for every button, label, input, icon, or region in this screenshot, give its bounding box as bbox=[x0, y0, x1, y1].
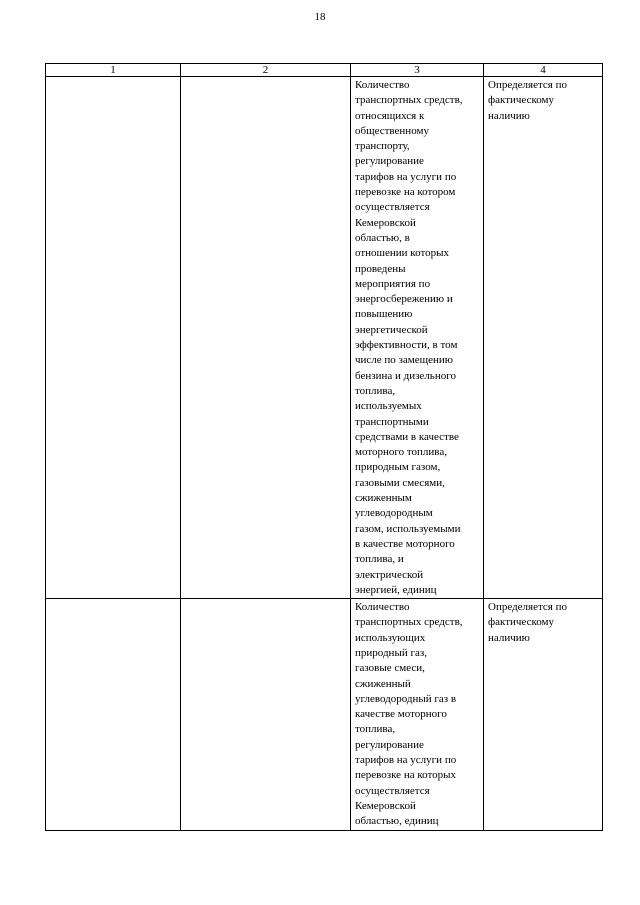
cell-line: электрической bbox=[355, 568, 424, 581]
cell-line: используемых bbox=[355, 400, 422, 413]
cell-line: топлива, и bbox=[355, 553, 404, 566]
cell-line: наличию bbox=[488, 109, 530, 122]
table-row bbox=[46, 599, 603, 830]
cell-line: общественному bbox=[355, 124, 429, 137]
indicator-table bbox=[45, 63, 603, 831]
cell-line: транспорту, bbox=[355, 140, 410, 153]
cell-line: газом, используемыми bbox=[355, 522, 461, 535]
column-header-1: 1 bbox=[46, 64, 181, 77]
cell-line: транспортных средств, bbox=[355, 616, 463, 629]
cell-line: повышению bbox=[355, 308, 413, 321]
column-header-2: 2 bbox=[181, 64, 351, 77]
cell-line: тарифов на услуги по bbox=[355, 754, 457, 767]
cell-line: Определяется по bbox=[488, 79, 567, 91]
cell-line: наличию bbox=[488, 631, 530, 644]
cell-line: эффективности, в том bbox=[355, 339, 458, 352]
cell-line: мероприятия по bbox=[355, 277, 431, 290]
table-cell-value-method bbox=[484, 77, 603, 599]
cell-line: областью, единиц bbox=[355, 815, 439, 828]
cell-line: качестве моторного bbox=[355, 708, 447, 721]
cell-line: регулирование bbox=[355, 155, 424, 168]
cell-line: Количество bbox=[355, 601, 410, 614]
cell-line: Количество bbox=[355, 79, 410, 91]
cell-line: Кемеровской bbox=[355, 799, 416, 812]
cell-line: отношении которых bbox=[355, 247, 450, 260]
cell-line: осуществляется bbox=[355, 784, 430, 797]
cell-line: тарифов на услуги по bbox=[355, 170, 457, 183]
cell-line: сжиженный bbox=[355, 677, 411, 690]
cell-line: использующих bbox=[355, 631, 426, 644]
cell-line: транспортными bbox=[355, 415, 429, 428]
cell-line: топлива, bbox=[355, 384, 396, 397]
table-header-row bbox=[46, 64, 603, 77]
table-cell-value-method bbox=[484, 599, 603, 830]
cell-line: энергосбережению и bbox=[355, 293, 453, 306]
cell-line: областью, в bbox=[355, 231, 410, 244]
table-cell-indicator bbox=[351, 599, 484, 830]
cell-line: газовыми смесями, bbox=[355, 476, 445, 489]
column-header-3: 3 bbox=[351, 64, 484, 77]
table-cell-col1 bbox=[46, 599, 181, 830]
cell-line: фактическому bbox=[488, 616, 555, 629]
cell-line: в качестве моторного bbox=[355, 537, 455, 550]
cell-line: числе по замещению bbox=[355, 354, 453, 367]
page-number: 18 bbox=[314, 11, 326, 23]
table-cell-col1 bbox=[46, 77, 181, 599]
cell-line: углеводородный газ в bbox=[355, 692, 457, 705]
cell-line: Определяется по bbox=[488, 601, 567, 614]
cell-line: газовые смеси, bbox=[355, 662, 425, 675]
cell-line: транспортных средств, bbox=[355, 94, 463, 107]
cell-line: углеводородным bbox=[355, 507, 433, 520]
cell-line: средствами в качестве bbox=[355, 430, 459, 443]
cell-line: проведены bbox=[355, 262, 406, 275]
column-header-4: 4 bbox=[484, 64, 603, 77]
cell-line: осуществляется bbox=[355, 201, 430, 214]
cell-line: энергетической bbox=[355, 323, 428, 336]
cell-line: перевозке на которых bbox=[355, 769, 457, 782]
cell-line: сжиженным bbox=[355, 492, 412, 505]
cell-line: бензина и дизельного bbox=[355, 369, 456, 382]
cell-line: относящихся к bbox=[355, 109, 425, 122]
cell-line: топлива, bbox=[355, 723, 396, 736]
cell-line: фактическому bbox=[488, 94, 555, 107]
table-cell-indicator bbox=[351, 77, 484, 599]
cell-line: перевозке на котором bbox=[355, 186, 456, 199]
cell-line: природный газ, bbox=[355, 646, 427, 659]
table-cell-col2 bbox=[181, 77, 351, 599]
cell-line: моторного топлива, bbox=[355, 446, 447, 459]
cell-line: энергией, единиц bbox=[355, 583, 437, 596]
cell-line: природным газом, bbox=[355, 461, 441, 474]
table-cell-col2 bbox=[181, 599, 351, 830]
table-row bbox=[46, 77, 603, 599]
cell-line: Кемеровской bbox=[355, 216, 416, 229]
cell-line: регулирование bbox=[355, 738, 424, 751]
